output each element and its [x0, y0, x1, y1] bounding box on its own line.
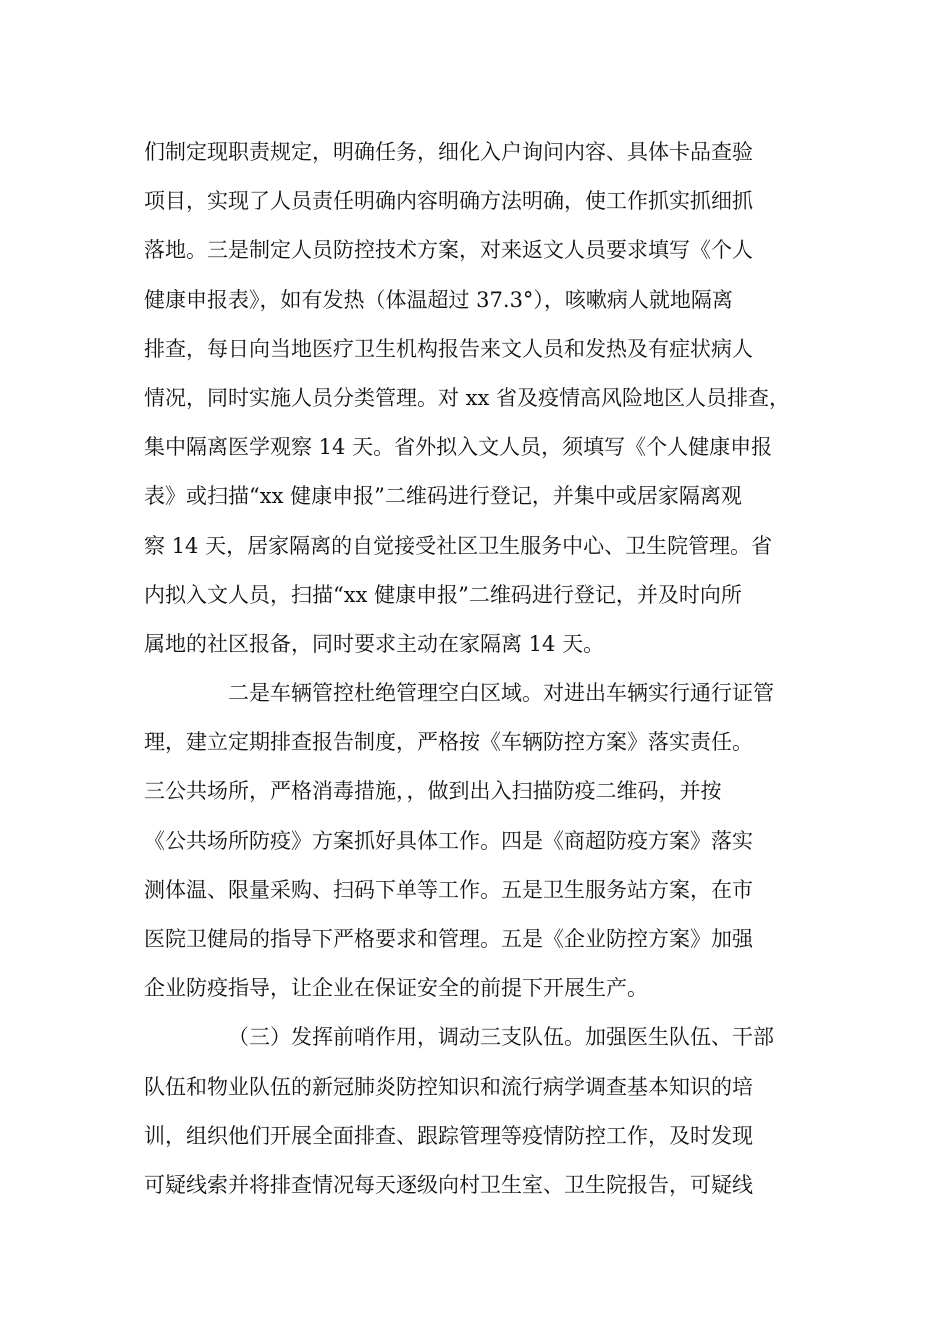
text-line: 情况，同时实施人员分类管理。对 xx 省及疫情高风险地区人员排查， — [144, 385, 791, 410]
text-line: 企业防疫指导，让企业在保证安全的前提下开展生产。 — [144, 976, 648, 1001]
text-line: 属地的社区报备，同时要求主动在家隔离 14 天。 — [144, 631, 605, 656]
text-line: 医院卫健局的指导下严格要求和管理。五是《企业防控方案》加强 — [144, 927, 753, 951]
text-line: 落地。三是制定人员防控技术方案，对来返文人员要求填写《个人 — [144, 238, 753, 263]
text-line: 测体温、限量采购、扫码下单等工作。五是卫生服务站方案，在市 — [144, 877, 753, 902]
text-line: 们制定现职责规定，明确任务，细化入户询问内容、具体卡品查验 — [144, 140, 753, 164]
paragraph-first-line: 二是车辆管控杜绝管理空白区域。对进出车辆实行通行证管 — [228, 681, 774, 706]
text-line: 排查，每日向当地医疗卫生机构报告来文人员和发热及有症状病人 — [144, 336, 753, 361]
text-line: 训，组织他们开展全面排查、跟踪管理等疫情防控工作，及时发现 — [144, 1123, 753, 1148]
text-line: 三公共场所，严格消毒措施，，做到出入扫描防疫二维码，并按 — [144, 779, 722, 804]
text-line: 察 14 天，居家隔离的自觉接受社区卫生服务中心、卫生院管理。省 — [144, 533, 773, 558]
text-line: 项目，实现了人员责任明确内容明确方法明确，使工作抓实抓细抓 — [144, 189, 753, 214]
body-text — [144, 128, 824, 1210]
text-line: 可疑线索并将排查情况每天逐级向村卫生室、卫生院报告，可疑线 — [144, 1172, 753, 1197]
text-line: 内拟入文人员，扫描“xx 健康申报”二维码进行登记，并及时向所 — [144, 582, 742, 607]
text-line: 队伍和物业队伍的新冠肺炎防控知识和流行病学调查基本知识的培 — [144, 1074, 753, 1099]
text-line: 理，建立定期排查报告制度，严格按《车辆防控方案》落实责任。 — [144, 730, 753, 755]
section-heading-line: （三）发挥前哨作用，调动三支队伍。加强医生队伍、干部 — [228, 1025, 774, 1050]
text-line: 《公共场所防疫》方案抓好具体工作。四是《商超防疫方案》落实 — [144, 828, 753, 853]
text-line: 健康申报表》，如有发热（体温超过 37.3°），咳嗽病人就地隔离 — [144, 287, 733, 312]
text-line: 集中隔离医学观察 14 天。省外拟入文人员，须填写《个人健康申报 — [144, 435, 773, 460]
text-line: 表》或扫描“xx 健康申报”二维码进行登记，并集中或居家隔离观 — [144, 484, 742, 509]
